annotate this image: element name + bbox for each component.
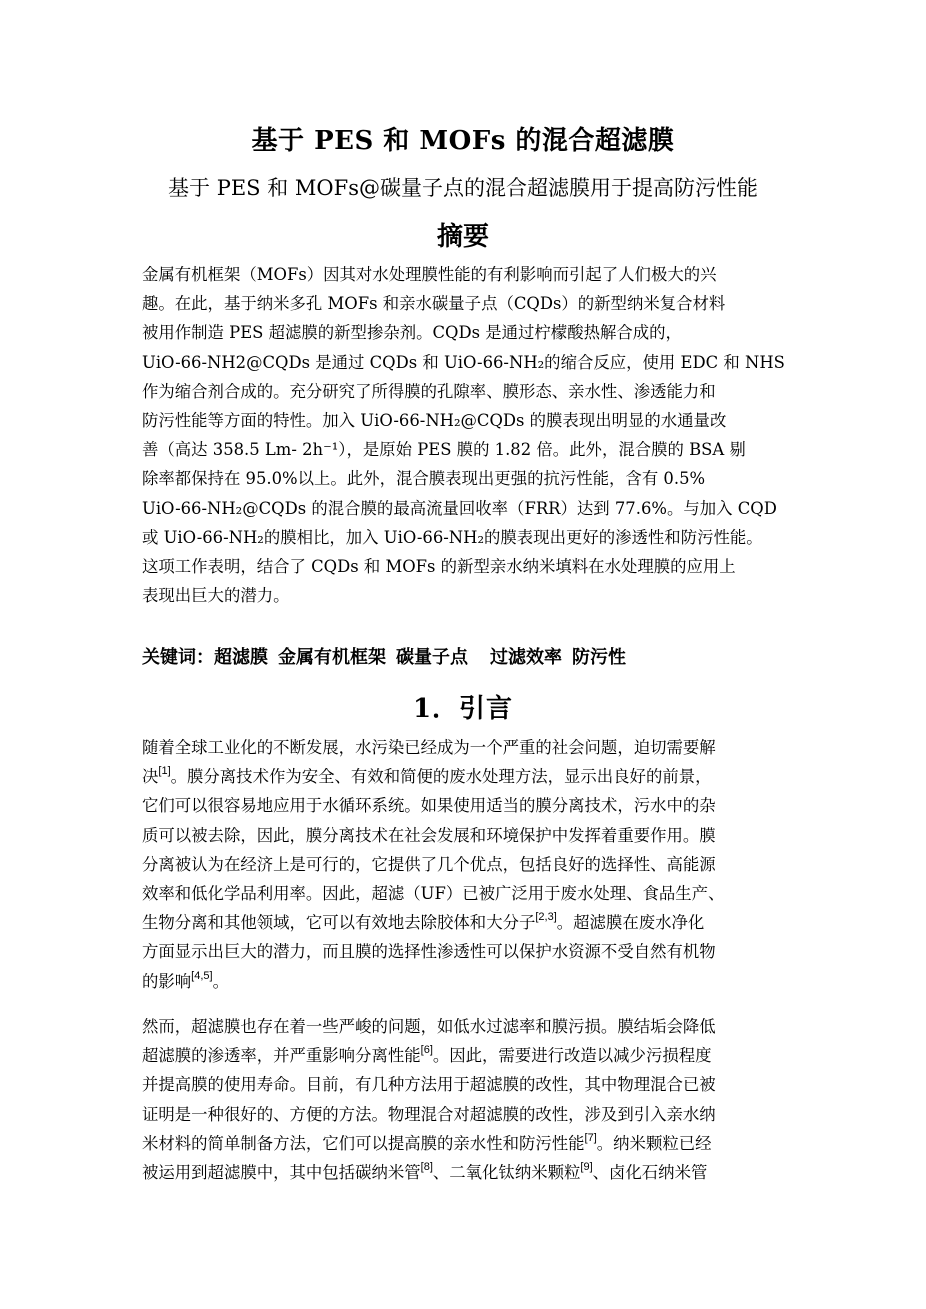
paper-subtitle: 基于 PES 和 MOFs@碳量子点的混合超滤膜用于提高防污性能 [168, 176, 758, 200]
abstract-line: 善（高达 358.5 Lm- 2h⁻¹），是原始 PES 膜的 1.82 倍。此外，混合膜的 BSA 剔 [142, 440, 746, 460]
keyword: 超滤膜 [214, 647, 268, 668]
intro-line: 超滤膜的渗透率，并严重影响分离性能[6]。因此，需要进行改造以减少污损程度 [142, 1044, 712, 1066]
abstract-line: UiO-66-NH₂@CQDs 的混合膜的最高流量回收率（FRR）达到 77.6%。与加入 CQD [142, 498, 777, 518]
keyword: 金属有机框架 [278, 647, 386, 668]
abstract-line: 作为缩合剂合成的。充分研究了所得膜的孔隙率、膜形态、亲水性、渗透能力和 [142, 381, 716, 401]
intro-line: 的影响[4,5]。 [142, 969, 229, 991]
abstract-line: 防污性能等方面的特性。加入 UiO-66-NH₂@CQDs 的膜表现出明显的水通量改 [142, 410, 727, 430]
abstract-line: 或 UiO-66-NH₂的膜相比，加入 UiO-66-NH₂的膜表现出更好的渗透性和防污性能。 [142, 527, 763, 547]
citation-marker: [4,5] [191, 969, 213, 982]
keywords-label: 关键词： [142, 647, 214, 668]
keywords-line [142, 643, 842, 669]
intro-line: 质可以被去除，因此，膜分离技术在社会发展和环境保护中发挥着重要作用。膜 [142, 825, 716, 845]
keyword: 防污性 [572, 647, 626, 668]
abstract-line: UiO-66-NH2@CQDs 是通过 CQDs 和 UiO-66-NH₂的缩合反应，使用 EDC 和 NHS [142, 352, 785, 372]
abstract-line: 趣。在此，基于纳米多孔 MOFs 和亲水碳量子点（CQDs）的新型纳米复合材料 [142, 294, 726, 314]
intro-line: 然而，超滤膜也存在着一些严峻的问题，如低水过滤率和膜污损。膜结垢会降低 [142, 1017, 716, 1036]
abstract-line: 被用作制造 PES 超滤膜的新型掺杂剂。CQDs 是通过柠檬酸热解合成的， [142, 323, 682, 343]
abstract-line: 除率都保持在 95.0%以上。此外，混合膜表现出更强的抗污性能，含有 0.5% [142, 469, 706, 489]
citation-marker: [9] [580, 1160, 593, 1173]
intro-line: 分离被认为在经济上是可行的，它提供了几个优点，包括良好的选择性、高能源 [142, 854, 716, 874]
intro-line: 被运用到超滤膜中，其中包括碳纳米管[8]、二氧化钛纳米颗粒[9]、卤化石纳米管 [142, 1160, 708, 1182]
citation-marker: [7] [584, 1131, 597, 1144]
abstract-line: 表现出巨大的潜力。 [142, 586, 290, 606]
citation-marker: [1] [158, 765, 171, 778]
abstract-line: 这项工作表明，结合了 CQDs 和 MOFs 的新型亲水纳米填料在水处理膜的应用上 [142, 556, 736, 576]
citation-marker: [2,3] [535, 911, 557, 924]
intro-line: 米材料的简单制备方法，它们可以提高膜的亲水性和防污性能[7]。纳米颗粒已经 [142, 1131, 712, 1153]
keyword: 碳量子点 [396, 647, 468, 668]
intro-line: 并提高膜的使用寿命。目前，有几种方法用于超滤膜的改性，其中物理混合已被 [142, 1075, 716, 1095]
introduction-heading: 1．引言 [412, 694, 514, 724]
intro-line: 随着全球工业化的不断发展，水污染已经成为一个严重的社会问题，迫切需要解 [142, 738, 716, 757]
intro-paragraph-1 [142, 733, 792, 996]
intro-line: 它们可以很容易地应用于水循环系统。如果使用适当的膜分离技术，污水中的杂 [142, 796, 716, 816]
intro-line: 生物分离和其他领域，它可以有效地去除胶体和大分子[2,3]。超滤膜在废水净化 [142, 911, 705, 933]
intro-line: 方面显示出巨大的潜力，而且膜的选择性渗透性可以保护水资源不受自然有机物 [142, 942, 716, 962]
keyword: 过滤效率 [490, 647, 562, 668]
intro-paragraph-2 [142, 1012, 792, 1187]
citation-marker: [6] [420, 1044, 433, 1057]
abstract-heading: 摘要 [436, 222, 489, 252]
abstract-line: 金属有机框架（MOFs）因其对水处理膜性能的有利影响而引起了人们极大的兴 [142, 265, 717, 284]
intro-line: 决[1]。膜分离技术作为安全、有效和简便的废水处理方法，显示出良好的前景， [142, 765, 712, 787]
citation-marker: [8] [420, 1160, 433, 1173]
intro-line: 证明是一种很好的、方便的方法。物理混合对超滤膜的改性，涉及到引入亲水纳 [142, 1104, 716, 1124]
paper-title: 基于 PES 和 MOFs 的混合超滤膜 [251, 126, 675, 156]
abstract-body [142, 260, 792, 610]
intro-line: 效率和低化学品利用率。因此，超滤（UF）已被广泛用于废水处理、食品生产、 [142, 883, 725, 903]
